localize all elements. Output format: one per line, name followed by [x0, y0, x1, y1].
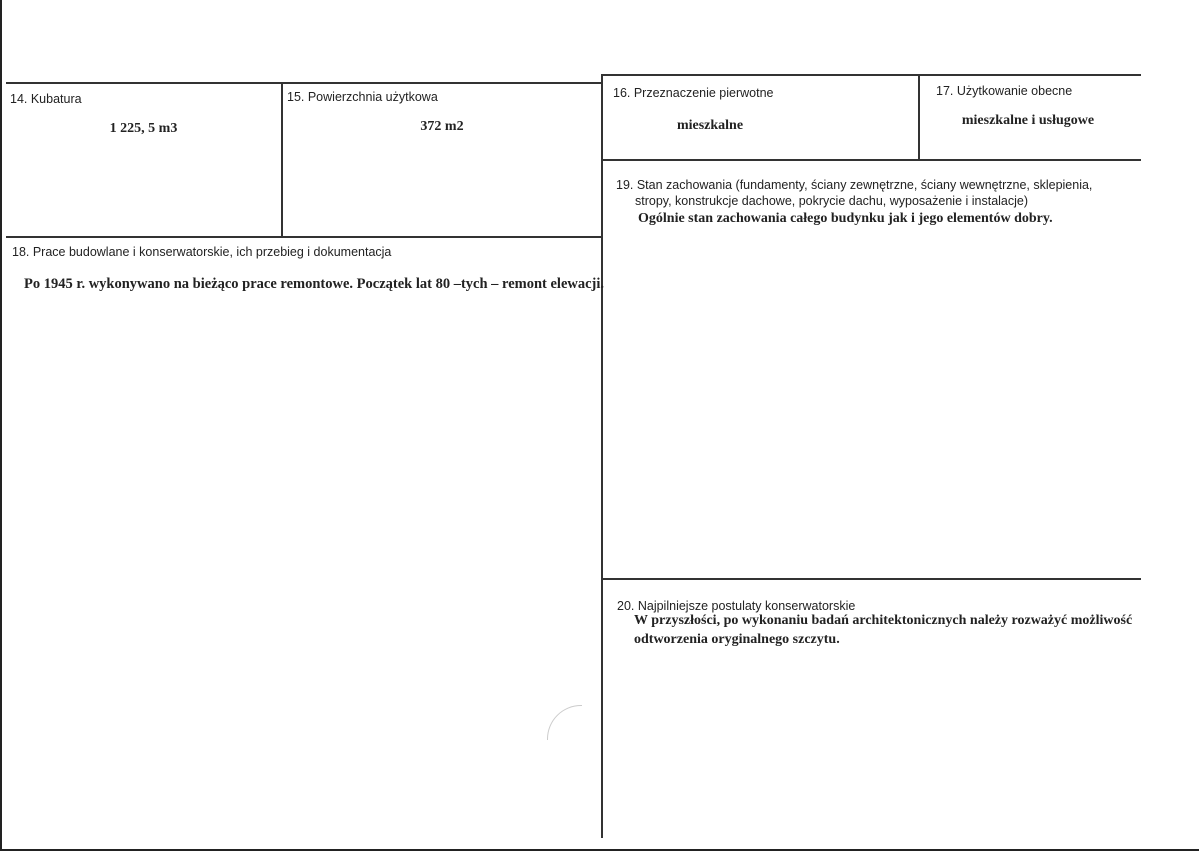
field-19-label-line1: 19. Stan zachowania (fundamenty, ściany zewnętrzne, ściany wewnętrzne, sklepienia,: [616, 178, 1093, 192]
top-rule-left: [6, 82, 602, 84]
rule-19-bottom: [602, 578, 1141, 580]
field-17-value: mieszkalne i usługowe: [961, 113, 1095, 128]
field-18-value: Po 1945 r. wykonywano na bieżąco prace remontowe. Początek lat 80 –tych – remont elewacji.: [24, 276, 605, 292]
field-16-value: mieszkalne: [676, 118, 744, 133]
field-15-value: 372 m2: [420, 119, 464, 134]
field-16-label: 16. Przeznaczenie pierwotne: [613, 86, 774, 100]
field-15-label: 15. Powierzchnia użytkowa: [287, 90, 438, 104]
field-19-value: Ogólnie stan zachowania całego budynku jak i jego elementów dobry.: [638, 211, 1053, 226]
field-19-label-line2: stropy, konstrukcje dachowe, pokrycie dachu, wyposażenie i instalacje): [635, 194, 1029, 208]
field-18-label: 18. Prace budowlane i konserwatorskie, ich przebieg i dokumentacja: [12, 245, 392, 259]
scan-artifact: [547, 705, 582, 740]
field-20-label: 20. Najpilniejsze postulaty konserwatorskie: [617, 599, 856, 613]
divider-14-15: [281, 82, 283, 238]
divider-main: [601, 74, 603, 838]
field-17-label: 17. Użytkowanie obecne: [936, 84, 1073, 98]
field-14-value: 1 225, 5 m3: [109, 121, 178, 136]
top-rule-right: [602, 74, 1141, 76]
rule-16-17-bottom: [602, 159, 1141, 161]
field-14-label: 14. Kubatura: [10, 92, 82, 106]
field-20-value-line1: W przyszłości, po wykonaniu badań architektonicznych należy rozważyć możliwość: [634, 613, 1133, 628]
rule-14-15-bottom: [6, 236, 602, 238]
field-20-value-line2: odtworzenia oryginalnego szczytu.: [634, 632, 840, 647]
